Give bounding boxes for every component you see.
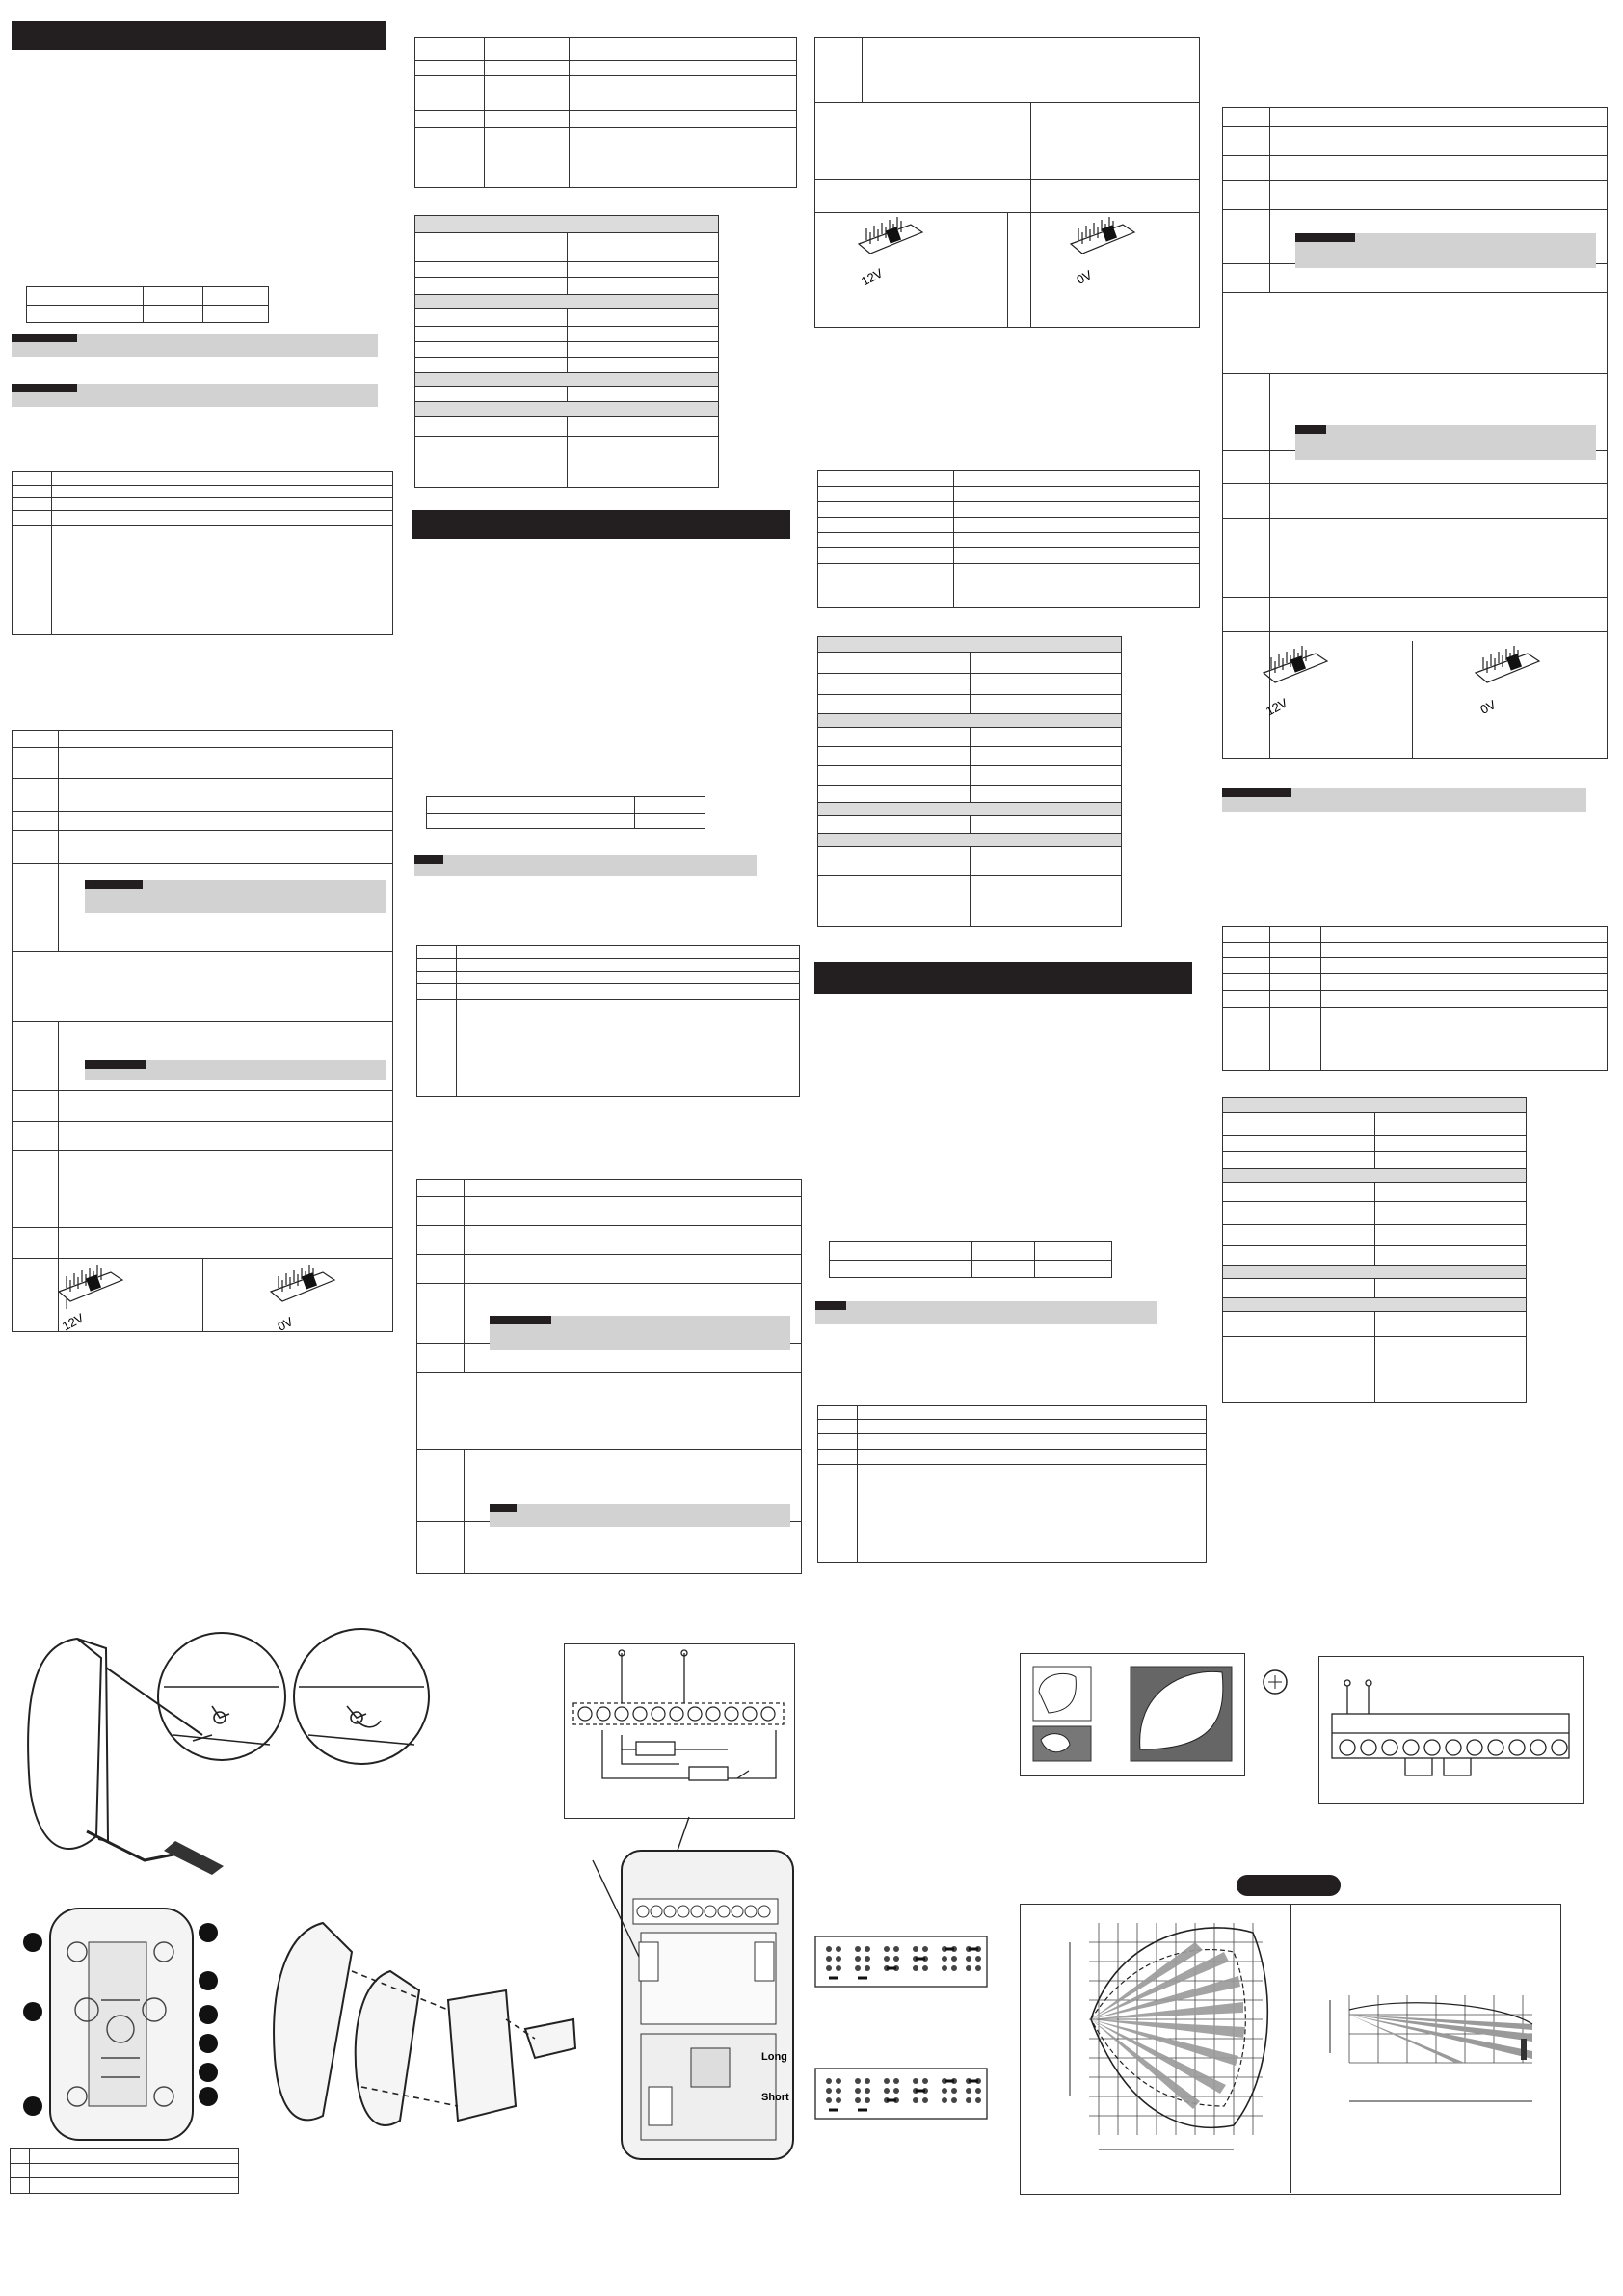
caution-note [815,1301,1157,1324]
label-12v: 12V [1263,695,1290,719]
coverage-top-view [1041,1913,1282,2154]
detector-opening-illustration [19,1629,434,1889]
spec-table [416,945,800,1097]
section-header-bar [814,962,1192,994]
caution-note [490,1504,790,1527]
label-12v: 12V [59,1310,87,1334]
small-table [829,1241,1112,1278]
settings-table [12,730,393,1332]
wiring-table [1222,926,1608,1071]
caution-note [490,1316,790,1350]
wiring-table [817,470,1200,608]
parts-legend-table [10,2148,239,2194]
technical-spec-table [817,636,1122,927]
coverage-divider [1290,1904,1291,2193]
label-0v: 0V [1074,267,1095,287]
jumper-settings-grid [814,2068,988,2120]
caution-note [12,334,378,357]
section-header-bar [412,510,790,539]
terminal-wiring-diagram [564,1643,793,1817]
spec-table [12,471,393,635]
technical-spec-table [414,215,719,488]
mounting-base-illustration [19,1904,226,2149]
small-table [26,286,269,323]
caution-note [1222,788,1586,812]
exploded-cover-illustration [265,1913,583,2145]
table-divider [202,1259,203,1332]
jumper-settings-grid [814,1936,988,1988]
table-divider [1007,213,1008,328]
label-0v: 0V [1477,697,1499,717]
coverage-side-view [1311,1986,1542,2111]
caution-note [85,880,386,913]
caution-note [414,855,757,876]
spec-table [817,1405,1207,1563]
caution-note [85,1060,386,1080]
table-divider [1412,641,1413,759]
section-header-bar [12,21,386,50]
terminal-block-diagram [1318,1656,1583,1802]
label-12v: 12V [858,265,886,289]
wiring-table [414,37,797,188]
caution-note [1295,425,1596,460]
technical-spec-table [1222,1097,1527,1403]
coverage-title-pill [1237,1875,1341,1896]
detector-pcb-illustration [583,1841,814,2169]
label-short: Short [761,2092,789,2103]
range-adjust-diagram [1020,1653,1309,1775]
caution-note [12,384,378,407]
caution-note [1295,233,1596,268]
label-0v: 0V [275,1314,296,1334]
label-long: Long [761,2051,787,2063]
small-table [426,796,705,829]
